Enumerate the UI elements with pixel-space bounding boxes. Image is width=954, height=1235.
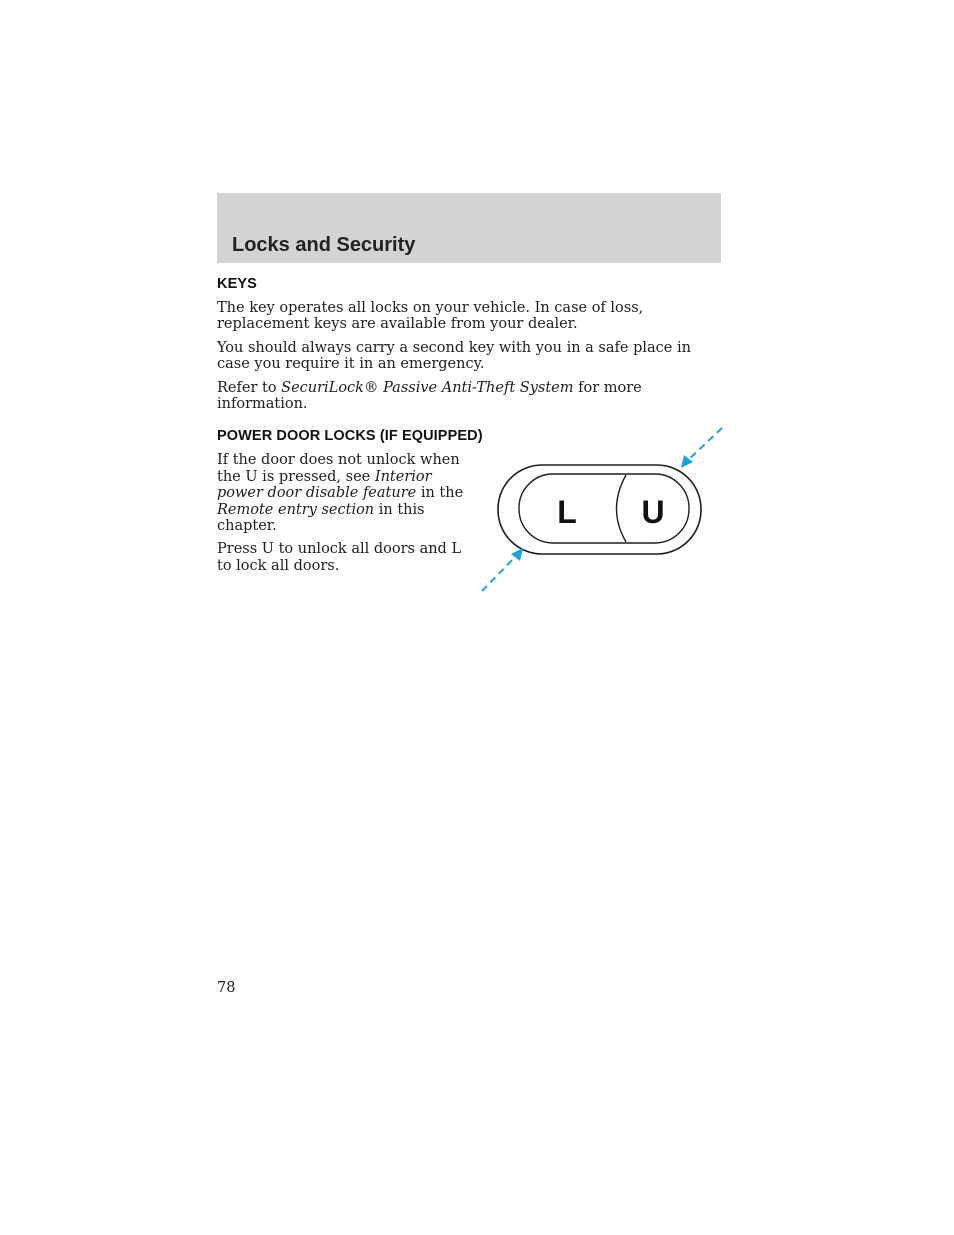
pl-p1-c: in this chapter. (217, 501, 425, 535)
lock-label: L (557, 494, 577, 531)
power-locks-paragraph-1 (217, 452, 471, 534)
page-content (217, 276, 721, 581)
keys-paragraph-3 (217, 380, 721, 413)
securilock-reference: SecuriLock® Passive Anti-Theft System (281, 379, 574, 396)
interior-disable-reference: Interior power door disable feature (217, 468, 432, 502)
power-locks-text (217, 452, 471, 574)
unlock-pointer-arrow-line (687, 428, 722, 461)
keys-p3-before: Refer to (217, 379, 282, 396)
pl-p1-a: If the door does not unlock when the U is pressed, see (217, 452, 460, 485)
page-number: 78 (217, 980, 236, 996)
section-title: Locks and Security (232, 234, 416, 256)
power-locks-section (217, 452, 721, 574)
lock-pointer-arrowhead (511, 548, 523, 561)
power-door-locks-heading: POWER DOOR LOCKS (IF EQUIPPED) (217, 428, 483, 445)
keys-paragraph-2: You should always carry a second key with you in a safe place in case you require it in an emergency. (217, 339, 691, 373)
lock-switch-illustration (479, 425, 729, 615)
keys-paragraph-1: The key operates all locks on your vehicle. In case of loss, replacement keys are available from your dealer. (217, 300, 644, 333)
lock-pointer-arrow-line (482, 555, 517, 591)
power-locks-paragraph-2: Press U to unlock all doors and L to lock all doors. (217, 541, 462, 574)
keys-p3-after: for more information. (217, 379, 642, 413)
remote-entry-reference: Remote entry section (217, 501, 375, 518)
keys-heading: KEYS (217, 276, 257, 292)
unlock-label: U (641, 494, 665, 531)
section-header-band (217, 193, 721, 263)
pl-p1-b: in the (416, 485, 464, 502)
